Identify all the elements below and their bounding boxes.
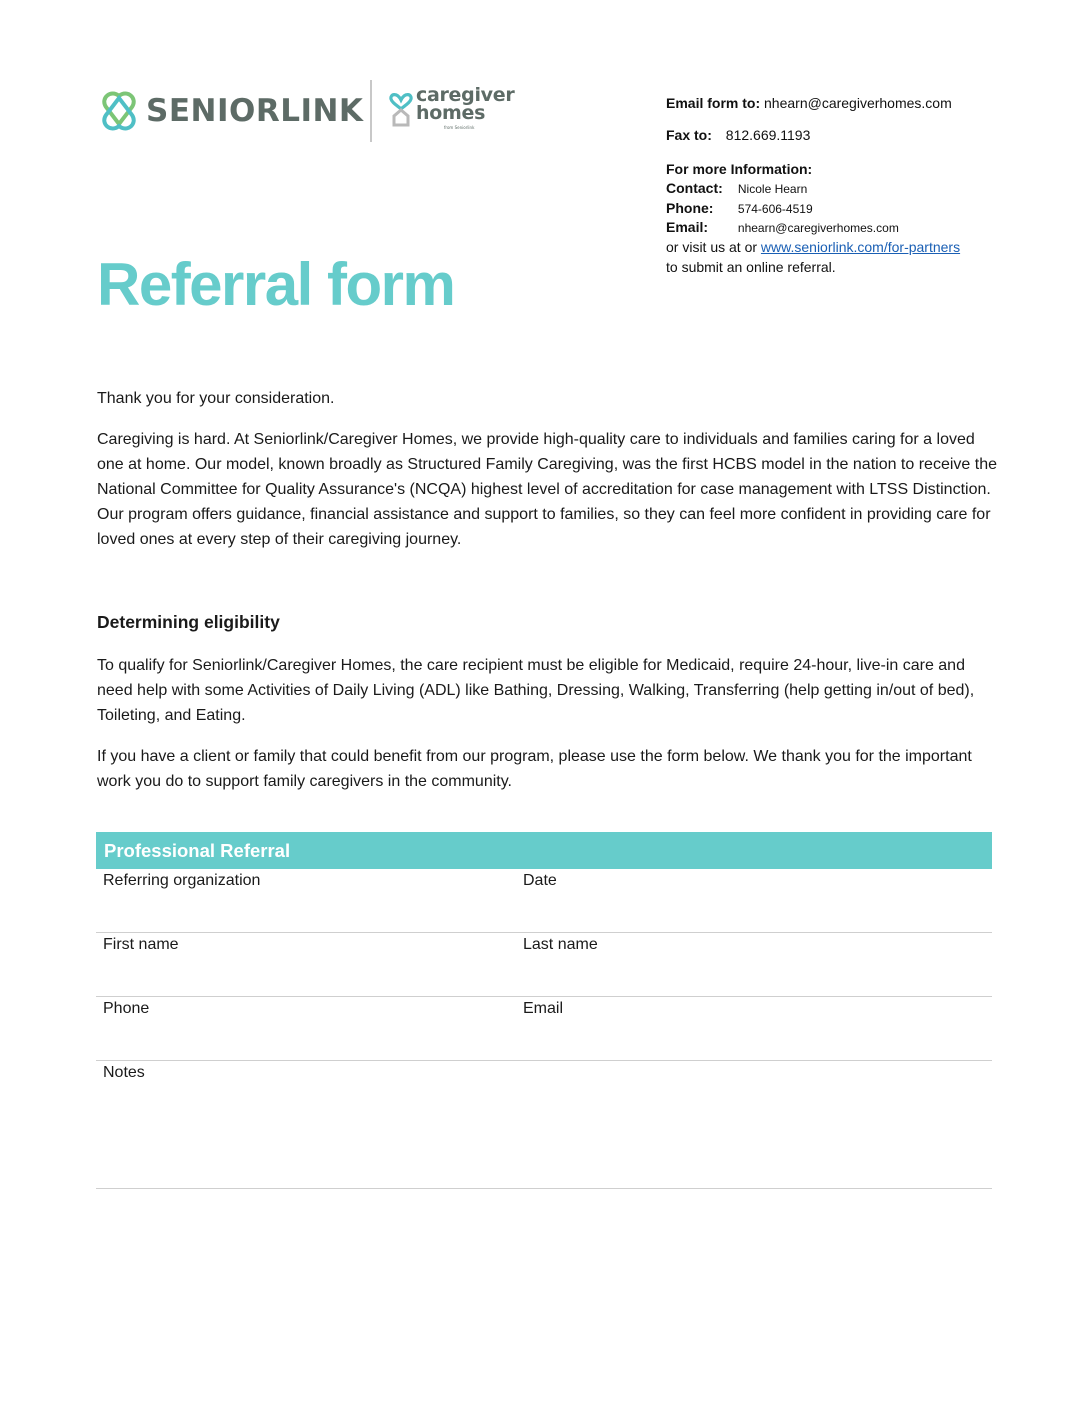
form-header-title: Professional Referral — [104, 840, 291, 861]
thanks-paragraph: Thank you for your consideration. — [97, 390, 335, 407]
contact-label: Contact: — [666, 180, 723, 196]
email-field-label: Email — [523, 1000, 564, 1017]
contact-line — [666, 179, 807, 198]
email-value[interactable]: nhearn@caregiverhomes.com — [737, 221, 899, 235]
first-name-label: First name — [103, 936, 179, 953]
seniorlink-logo — [98, 88, 363, 134]
caregiver-word: caregiver — [416, 84, 515, 106]
fax-value: 812.669.1193 — [725, 127, 811, 143]
referring-organization-input[interactable] — [103, 897, 503, 925]
phone-input[interactable] — [103, 1025, 503, 1053]
phone-field-label: Phone — [103, 1000, 150, 1017]
visit-prefix: or visit us at or — [666, 239, 758, 255]
email-line — [666, 218, 899, 237]
form-row-names — [96, 933, 992, 997]
phone-label: Phone: — [666, 200, 714, 216]
seniorlink-knot-icon — [98, 90, 140, 132]
page-title: Referral form — [97, 251, 455, 318]
email-form-value[interactable]: nhearn@caregiverhomes.com — [764, 95, 952, 111]
submit-text: to submit an online referral. — [666, 259, 836, 275]
date-input[interactable] — [523, 897, 983, 925]
date-label: Date — [523, 872, 557, 889]
email-label: Email: — [666, 219, 709, 235]
eligibility-paragraph: To qualify for Seniorlink/Caregiver Homes, the care recipient must be eligible for Medicaid, require 24-hour, live-in care and need help with some Activities of Daily Living (ADL) like Bathing, Dressing, Walking, Transferring (help getting in/out of bed), Toileting, and Eating. — [97, 657, 975, 724]
phone-line — [666, 199, 813, 218]
eligibility-heading: Determining eligibility — [97, 612, 280, 632]
form-row-notes — [96, 1061, 992, 1189]
phone-value: 574-606-4519 — [737, 202, 813, 216]
email-form-label: Email form to: — [666, 95, 761, 111]
intro-paragraph: Caregiving is hard. At Seniorlink/Caregiver Homes, we provide high-quality care to individuals and families caring for a loved one at home. Our model, known broadly as Structured Family Caregiving, was the first HCBS model in the nation to receive the National Committee for Quality Assurance's (NCQA) highest level of accreditation for case management with LTSS Distinction. Our program offers guidance, financial assistance and support to families, so they can feel more confident in providing care for loved ones at every step of their caregiving journey. — [97, 431, 997, 548]
notes-textarea[interactable] — [103, 1089, 983, 1181]
form-intro-paragraph: If you have a client or family that could benefit from our program, please use the form below. We thank you for the important work you do to support family caregivers in the community. — [97, 748, 972, 790]
caregiver-homes-logo — [389, 86, 514, 130]
form-row-phone-email — [96, 997, 992, 1061]
more-info-label: For more Information: — [666, 161, 813, 177]
homes-word: homes — [416, 102, 486, 124]
heart-house-icon — [389, 89, 413, 127]
form-header — [96, 832, 992, 869]
fax-line — [666, 126, 810, 145]
partners-link[interactable]: www.seniorlink.com/for-partners — [760, 239, 961, 255]
first-name-input[interactable] — [103, 961, 503, 989]
fax-label: Fax to: — [666, 127, 712, 143]
form-row-organization-date — [96, 869, 992, 933]
referring-organization-label: Referring organization — [103, 872, 261, 889]
logo-divider — [370, 80, 372, 142]
last-name-label: Last name — [523, 936, 598, 953]
email-input[interactable] — [523, 1025, 983, 1053]
seniorlink-wordmark: SENIORLINK — [146, 93, 364, 129]
contact-value: Nicole Hearn — [737, 182, 808, 196]
last-name-input[interactable] — [523, 961, 983, 989]
email-form-line — [666, 94, 952, 113]
visit-line — [666, 238, 960, 257]
notes-label: Notes — [103, 1064, 145, 1081]
logo-tagline: from Seniorlink — [444, 125, 475, 130]
